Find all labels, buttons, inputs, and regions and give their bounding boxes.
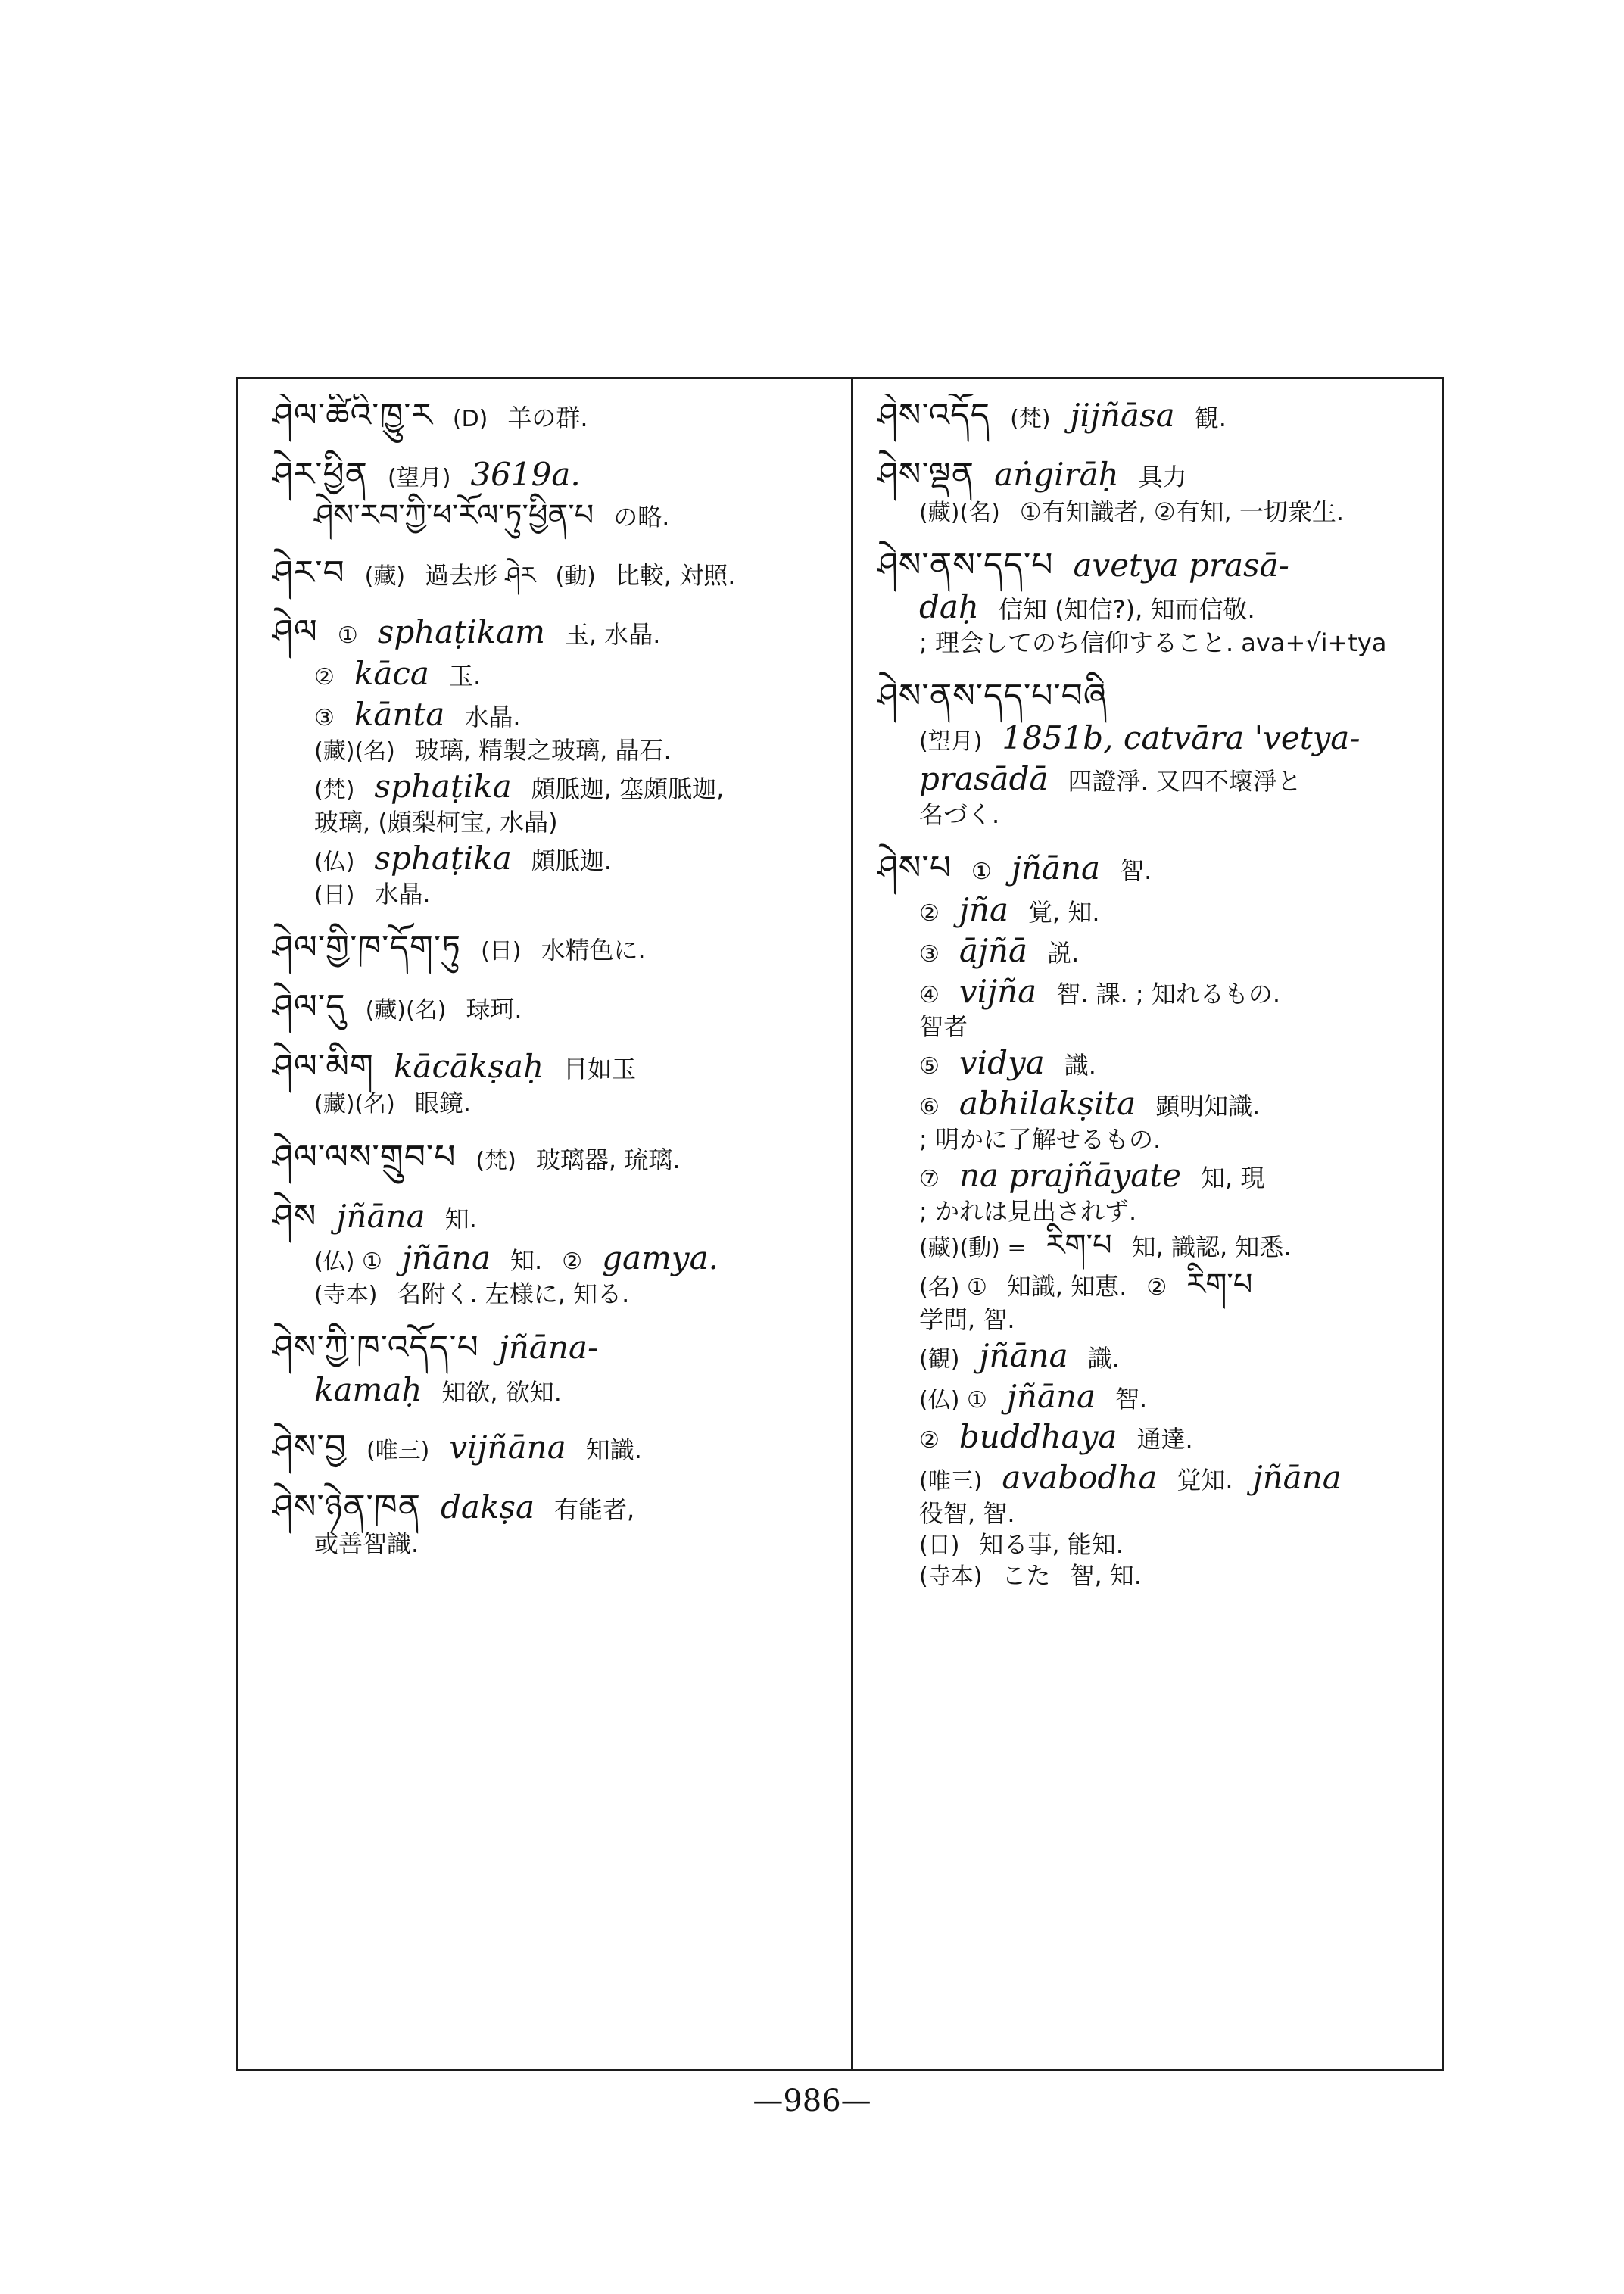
entry-subline xyxy=(272,766,832,807)
japanese-gloss: 玻璃器, 琉璃. xyxy=(535,1145,681,1174)
japanese-gloss: 智者 xyxy=(919,1012,968,1042)
entry-subline xyxy=(877,1083,1433,1124)
sanskrit-term: kāca xyxy=(354,655,429,693)
japanese-gloss: 具力 xyxy=(1138,463,1187,492)
japanese-gloss: 頗胝迦, 塞頗胝迦, xyxy=(531,775,725,804)
headword: ཤེར་བ xyxy=(272,553,345,592)
dictionary-entry xyxy=(272,394,832,437)
entry-headline xyxy=(877,544,1433,587)
japanese-gloss: 琭珂. xyxy=(466,995,522,1024)
sanskrit-term: aṅgirāḥ xyxy=(994,456,1119,494)
entry-subline xyxy=(877,1457,1433,1498)
entry-subline xyxy=(272,838,832,879)
sanskrit-term: vijñāna xyxy=(449,1429,566,1466)
entry-subline xyxy=(272,1529,832,1560)
entry-subline xyxy=(272,1279,832,1310)
entry-headline xyxy=(877,394,1433,437)
sanskrit-term: kamaḥ xyxy=(314,1370,422,1408)
headword: ཤེལ་དུ xyxy=(272,987,346,1027)
sanskrit-term: jñāna xyxy=(1006,1377,1096,1415)
source-tag: (仏) ① xyxy=(919,1386,987,1413)
sanskrit-term: buddhaya xyxy=(959,1418,1117,1456)
sanskrit-term: jñāna xyxy=(1011,849,1101,887)
source-tag: (藏)(名) xyxy=(365,997,447,1024)
sanskrit-term: daḥ xyxy=(919,588,979,626)
headword: ཤེས xyxy=(272,1196,317,1236)
headword: ཤེལ xyxy=(272,612,318,652)
sanskrit-term: abhilakṣita xyxy=(959,1085,1136,1123)
tibetan-term: རིག་པ xyxy=(1186,1267,1253,1302)
entry-subline xyxy=(272,1088,832,1119)
entry-headline xyxy=(272,986,832,1028)
entry-headline xyxy=(272,1195,832,1238)
sanskrit-term: sphaṭikam xyxy=(377,613,545,651)
japanese-gloss: ; 明かに了解せるもの. xyxy=(919,1124,1161,1154)
headword: ཤེས་ནས་དད་པ xyxy=(877,546,1054,585)
entry-headline xyxy=(272,552,832,594)
sanskrit-term: avabodha xyxy=(1002,1459,1158,1497)
entry-subline xyxy=(272,879,832,910)
sanskrit-term: jñāna- xyxy=(498,1329,599,1367)
entry-subline xyxy=(877,1529,1433,1560)
source-tag: (望月) xyxy=(388,465,451,492)
japanese-gloss: 有能者, xyxy=(554,1495,635,1524)
entry-subline xyxy=(877,890,1433,930)
japanese-gloss: 玉. xyxy=(448,662,482,691)
entry-headline xyxy=(877,454,1433,496)
japanese-gloss: 観. xyxy=(1194,404,1227,432)
entry-subline xyxy=(877,759,1433,799)
entry-subline xyxy=(877,1011,1433,1043)
japanese-gloss: 眼鏡. xyxy=(414,1089,472,1118)
dictionary-entry xyxy=(877,394,1433,437)
japanese-gloss: 説. xyxy=(1047,938,1080,968)
entry-subline xyxy=(877,930,1433,971)
japanese-gloss: 水精色に. xyxy=(541,936,646,965)
japanese-gloss: ①有知識者, ②有知, 一切衆生. xyxy=(1019,497,1345,526)
entry-subline xyxy=(877,1560,1433,1591)
dictionary-entry xyxy=(272,1326,832,1410)
source-tag: (梵) xyxy=(1010,406,1051,432)
japanese-gloss: ; 理会してのち信仰すること. ava+√i+tya xyxy=(919,628,1387,658)
entry-subline xyxy=(877,1043,1433,1083)
sanskrit-term: jñāna xyxy=(1252,1459,1342,1497)
source-tag: (唯三) xyxy=(919,1468,983,1495)
entry-subline xyxy=(877,971,1433,1012)
japanese-gloss: 知, 識認, 知悉. xyxy=(1131,1233,1292,1262)
sanskrit-term: na prajñāyate xyxy=(959,1156,1181,1194)
entry-subline xyxy=(877,1124,1433,1155)
japanese-gloss: 覚知. xyxy=(1177,1466,1233,1495)
sanskrit-term: kācākṣaḥ xyxy=(393,1047,544,1085)
source-tag: (藏)(動) = xyxy=(919,1235,1027,1262)
tibetan-term: ཤེས་རབ་ཀྱི་ཕ་རོལ་ཏུ་ཕྱིན་པ xyxy=(314,497,594,533)
japanese-gloss: 識. xyxy=(1087,1343,1120,1373)
dictionary-entry xyxy=(272,552,832,594)
japanese-gloss: 知. xyxy=(444,1204,477,1233)
entry-subline xyxy=(877,497,1433,528)
entry-subline xyxy=(877,1376,1433,1417)
headword: ཤེས་ལྡན xyxy=(877,455,975,494)
entry-subline xyxy=(877,1498,1433,1529)
japanese-gloss: 四證淨. 又四不壞淨と xyxy=(1068,767,1301,796)
entry-subline xyxy=(272,497,832,535)
japanese-gloss: 知, 現 xyxy=(1200,1163,1265,1192)
japanese-gloss: 目如玉 xyxy=(563,1054,637,1083)
entry-headline xyxy=(272,454,832,496)
dictionary-entry xyxy=(877,454,1433,528)
headword: ཤེས་འདོད xyxy=(877,396,991,435)
entry-subline xyxy=(877,1226,1433,1265)
source-tag: ② xyxy=(919,900,940,927)
dictionary-entry xyxy=(272,1426,832,1469)
entry-subline xyxy=(877,799,1433,831)
entry-subline xyxy=(272,807,832,838)
entry-subline xyxy=(877,1417,1433,1457)
source-tag: (動) xyxy=(555,563,596,590)
sanskrit-term: avetya prasā- xyxy=(1073,547,1289,584)
source-tag: (仏) ① xyxy=(314,1248,382,1276)
japanese-gloss: 羊の群. xyxy=(507,404,588,432)
dictionary-entry xyxy=(272,927,832,969)
entry-subline xyxy=(877,1155,1433,1196)
source-tag: (寺本) xyxy=(919,1563,983,1591)
source-tag: ⑤ xyxy=(919,1053,940,1080)
entry-subline xyxy=(272,694,832,735)
japanese-gloss: 学問, 智. xyxy=(919,1304,1015,1334)
japanese-gloss: の略. xyxy=(613,502,670,531)
dictionary-entry xyxy=(877,847,1433,1592)
sanskrit-term: jñāna xyxy=(979,1336,1068,1374)
source-tag: ② xyxy=(562,1248,583,1276)
japanese-gloss: 知欲, 欲知. xyxy=(441,1377,562,1407)
japanese-gloss: 玻璃, 精製之玻璃, 晶石. xyxy=(414,735,672,765)
sanskrit-term: ājñā xyxy=(959,931,1028,969)
japanese-gloss: 顕明知識. xyxy=(1155,1092,1261,1121)
sanskrit-term: jijñāsa xyxy=(1070,397,1175,434)
page-number: —986— xyxy=(753,2084,871,2118)
japanese-gloss: 知る事, 能知. xyxy=(979,1529,1124,1559)
source-tag: ③ xyxy=(919,940,940,968)
source-tag: (梵) xyxy=(475,1147,516,1174)
sanskrit-term: sphaṭika xyxy=(374,768,512,806)
source-tag: ① xyxy=(337,622,358,650)
entry-headline xyxy=(272,1136,832,1179)
headword: ཤེར་ཕྱིན xyxy=(272,455,369,494)
entry-subline xyxy=(877,718,1433,759)
left-column xyxy=(272,394,832,2054)
headword: ཤེས་ནས་དད་པ་བཞི xyxy=(877,677,1108,716)
sanskrit-term: vijña xyxy=(959,972,1037,1010)
headword: ཤེས་བྱ xyxy=(272,1428,347,1467)
entry-subline xyxy=(272,1370,832,1410)
headword: ཤེས་ཀྱི་ཁ་འདོད་པ xyxy=(272,1328,479,1367)
source-tag: ② xyxy=(1146,1273,1167,1301)
japanese-gloss: 信知 (知信?), 知而信敬. xyxy=(998,595,1255,625)
entry-subline xyxy=(272,1238,832,1279)
dictionary-entry xyxy=(272,1136,832,1179)
sanskrit-term: jñāna xyxy=(336,1197,425,1235)
headword: ཤེལ་མིག xyxy=(272,1046,374,1086)
headword: ཤེས་པ xyxy=(877,848,952,887)
source-tag: ② xyxy=(314,664,335,691)
dictionary-entry xyxy=(272,1486,832,1560)
japanese-gloss: 玻璃, (頗梨柯宝, 水晶) xyxy=(314,808,558,837)
japanese-gloss: 智. 課. ; 知れるもの. xyxy=(1056,979,1281,1008)
entry-headline xyxy=(272,1426,832,1469)
japanese-gloss: 知識, 知恵. xyxy=(1006,1271,1127,1301)
japanese-gloss: ; かれは見出されず. xyxy=(919,1196,1137,1226)
entry-headline xyxy=(272,1046,832,1088)
japanese-gloss: 智. xyxy=(1115,1384,1148,1413)
japanese-gloss: 過去形 ཤེར xyxy=(425,560,536,590)
entry-headline xyxy=(877,847,1433,890)
entry-subline xyxy=(877,628,1433,659)
source-tag: ② xyxy=(919,1427,940,1454)
source-tag: (望月) xyxy=(919,728,983,756)
entry-subline xyxy=(877,1304,1433,1336)
entry-subline xyxy=(877,1196,1433,1227)
entry-headline xyxy=(272,611,832,653)
entry-subline xyxy=(272,735,832,766)
source-tag: ⑦ xyxy=(919,1165,940,1192)
sanskrit-term: sphaṭika xyxy=(374,840,512,877)
source-tag: (名) ① xyxy=(919,1273,987,1301)
source-tag: (D) xyxy=(452,406,488,432)
source-tag: (藏) xyxy=(364,563,406,590)
source-tag: (藏)(名) xyxy=(314,737,395,765)
japanese-gloss: 名づく. xyxy=(919,799,1000,829)
entry-subline xyxy=(877,1266,1433,1304)
source-tag: (観) xyxy=(919,1345,960,1373)
sanskrit-term: jñāna xyxy=(401,1239,491,1277)
source-tag: (寺本) xyxy=(314,1281,378,1308)
sanskrit-term: vidya xyxy=(959,1044,1045,1082)
dictionary-entry xyxy=(877,544,1433,659)
japanese-gloss: 通達. xyxy=(1136,1425,1193,1454)
japanese-gloss: 比較, 対照. xyxy=(615,560,736,590)
right-column xyxy=(877,394,1433,2054)
entry-headline xyxy=(877,675,1433,718)
headword: ཤེས་ཉེན་ཁན xyxy=(272,1487,422,1526)
dictionary-entry xyxy=(272,611,832,910)
column-divider xyxy=(851,379,853,2069)
sanskrit-term: 1851b, catvāra 'vetya- xyxy=(1002,719,1361,757)
entry-headline xyxy=(272,394,832,437)
dictionary-page-frame xyxy=(236,377,1444,2071)
source-tag: ③ xyxy=(314,705,335,732)
japanese-gloss: 智. xyxy=(1120,856,1152,885)
source-tag: ⑥ xyxy=(919,1094,940,1121)
source-tag: (唯三) xyxy=(366,1438,430,1465)
sanskrit-term: 3619a. xyxy=(470,456,581,494)
source-tag: ① xyxy=(971,858,992,885)
entry-subline xyxy=(272,653,832,694)
source-tag: (仏) xyxy=(314,849,355,876)
sanskrit-term: kānta xyxy=(354,696,445,734)
japanese-gloss: 水晶. xyxy=(374,879,431,909)
japanese-gloss: 知識. xyxy=(585,1435,642,1465)
tibetan-term: རིག་པ xyxy=(1046,1228,1112,1264)
dictionary-entry xyxy=(877,675,1433,831)
japanese-gloss: 知. xyxy=(510,1246,543,1276)
japanese-gloss: 或善智識. xyxy=(314,1529,419,1558)
entry-subline xyxy=(877,1336,1433,1376)
source-tag: (藏)(名) xyxy=(919,499,1000,526)
source-tag: (日) xyxy=(919,1532,960,1559)
source-tag: ④ xyxy=(919,981,940,1008)
headword: ཤེལ་ལས་གྲུབ་པ xyxy=(272,1137,457,1177)
sanskrit-term: gamya. xyxy=(602,1239,719,1277)
source-tag: (梵) xyxy=(314,777,355,804)
entry-subline xyxy=(877,587,1433,628)
entry-headline xyxy=(272,927,832,969)
dictionary-entry xyxy=(272,454,832,535)
japanese-gloss: 名附く. 左様に, 知る. xyxy=(397,1279,630,1308)
source-tag: (日) xyxy=(481,938,522,965)
headword: ཤེལ་གྱི་ཁ་དོག་ཏུ xyxy=(272,928,462,968)
japanese-gloss: 玉, 水晶. xyxy=(564,620,661,650)
sanskrit-term: jña xyxy=(959,891,1009,929)
dictionary-entry xyxy=(272,986,832,1028)
japanese-gloss: 頗胝迦. xyxy=(531,846,612,876)
sanskrit-term: dakṣa xyxy=(441,1488,535,1526)
entry-headline xyxy=(272,1486,832,1529)
source-tag: (日) xyxy=(314,881,355,909)
japanese-gloss: 役智, 智. xyxy=(919,1498,1015,1528)
japanese-gloss: 覚, 知. xyxy=(1028,898,1100,927)
japanese-gloss: 水晶. xyxy=(464,703,521,732)
dictionary-entry xyxy=(272,1046,832,1120)
headword: ཤེལ་ཚིའི་ཁྱུ་ར xyxy=(272,396,433,435)
japanese-gloss: 識. xyxy=(1064,1051,1096,1080)
dictionary-entry xyxy=(272,1195,832,1310)
sanskrit-term: prasādā xyxy=(919,760,1049,798)
japanese-gloss: こた xyxy=(1002,1561,1051,1591)
japanese-gloss: 智, 知. xyxy=(1070,1561,1142,1591)
entry-headline xyxy=(272,1326,832,1369)
source-tag: (藏)(名) xyxy=(314,1091,395,1118)
